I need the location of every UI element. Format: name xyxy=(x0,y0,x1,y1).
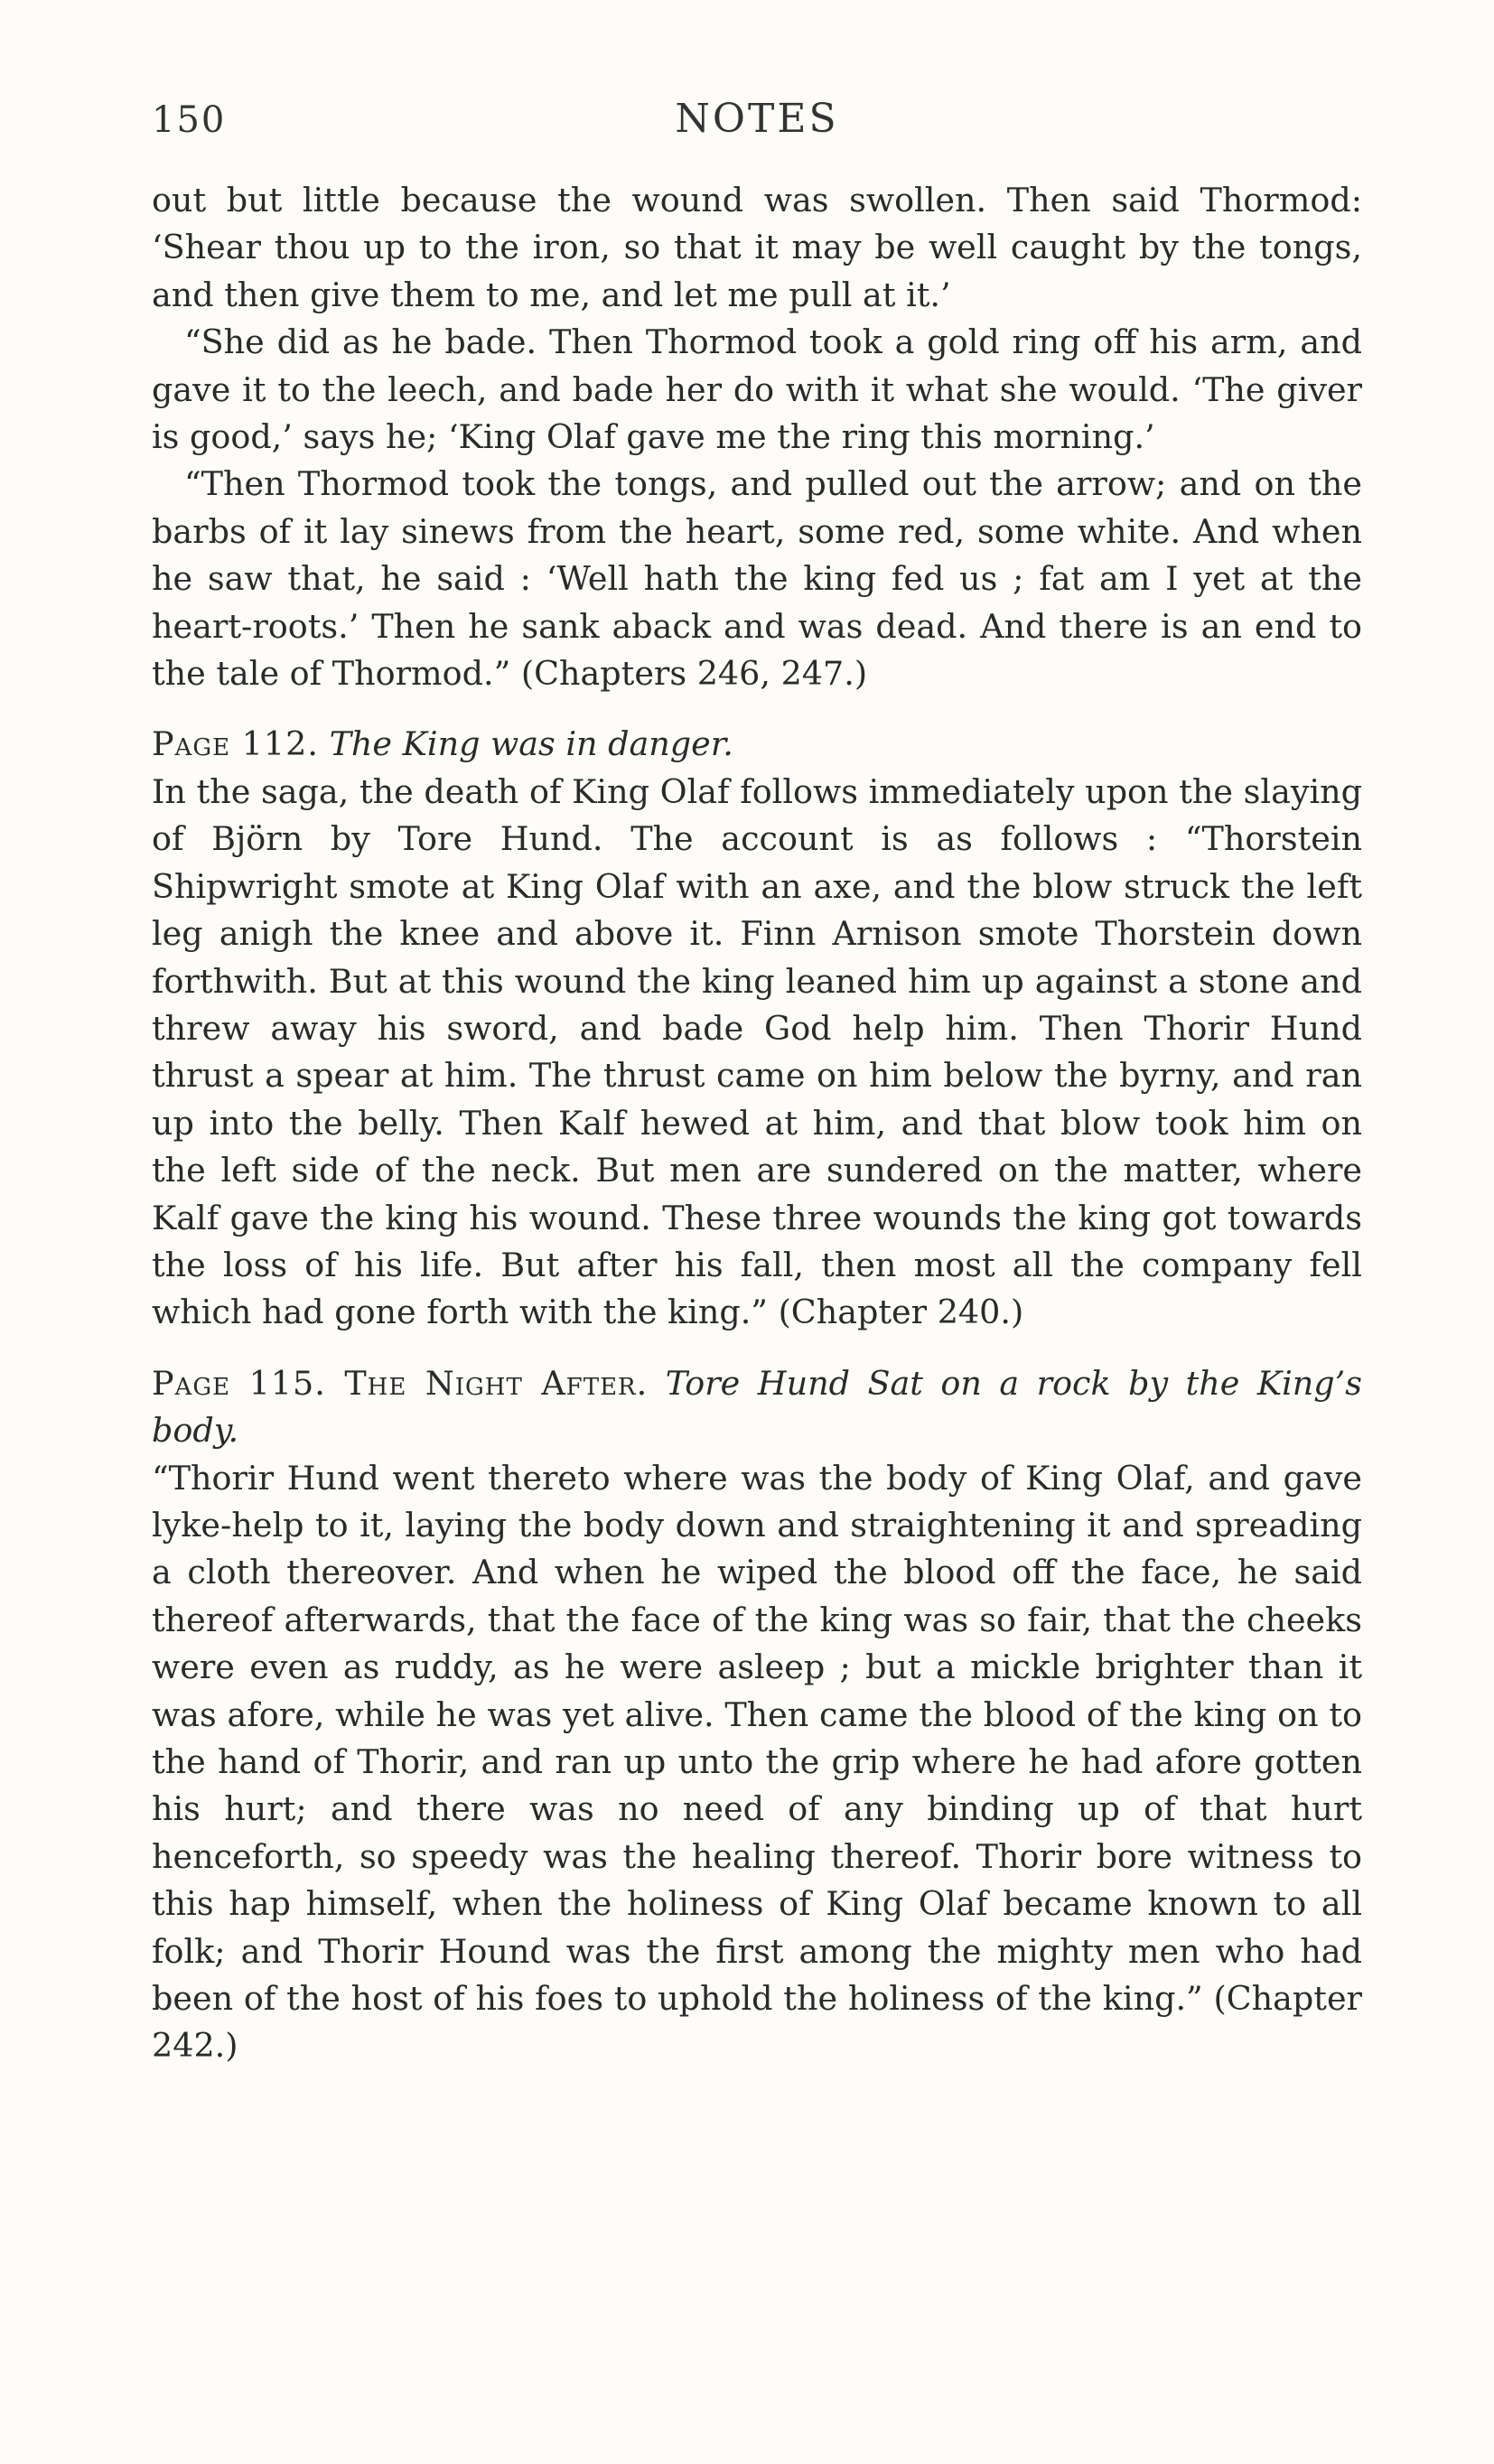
note-page-label: Page 115. The Night After. xyxy=(152,1363,649,1403)
note-text-page-112: In the saga, the death of King Olaf follows immediately upon the slaying of Björn by Tore Hund. The account is as follows : “Thorstein Shipwright smote at King Olaf with an axe, and the blow struck the left leg anigh the knee and above it. Finn Arnison smote Thorstein down forthwith. But at this wound the king leaned him up against a stone and threw away his sword, and bade God help him. Then Thorir Hund thrust a spear at him. The thrust came on him below the byrny, and ran up into the belly. Then Kalf hewed at him, and that blow took him on the left side of the neck. But men are sundered on the matter, where Kalf gave the king his wound. These three wounds the king got towards the loss of his life. But after his fall, then most all the company fell which had gone forth with the king.” (Chapter 240.) xyxy=(152,771,1362,1332)
book-page xyxy=(152,87,1362,2070)
paragraph-gold-ring: “She did as he bade. Then Thormod took a gold ring off his arm, and gave it to the leech, and bade her do with it what she would. ‘The giver is good,’ says he; ‘King Olaf gave me the ring this morning.’ xyxy=(152,322,1362,457)
note-title: The King was in danger. xyxy=(329,724,733,764)
running-head: NOTES xyxy=(675,96,839,142)
paragraph-arrow: “Then Thormod took the tongs, and pulled out the arrow; and on the barbs of it lay sinews from the heart, some red, some white. And when he saw that, he said : ‘Well hath the king fed us ; fat am I yet at the heart-roots.’ Then he sank aback and was dead. And there is an end to the tale of Thormod.” (Chapters 246, 247.) xyxy=(152,464,1362,694)
note-heading-page-115 xyxy=(152,1360,1362,1455)
page-body xyxy=(152,177,1362,2070)
note-page-label: Page 112. xyxy=(152,724,319,764)
note-text-page-115: “Thorir Hund went thereto where was the body of King Olaf, and gave lyke-help to it, laying the body down and straightening it and spreading a cloth thereover. And when he wiped the blood off the face, he said thereof afterwards, that the face of the king was so fair, that the cheeks were even as ruddy, as he were asleep ; but a mickle brighter than it was afore, while he was yet alive. Then came the blood of the king on to the hand of Thorir, and ran up unto the grip where he had afore gotten his hurt; and there was no need of any binding up of that hurt henceforth, so speedy was the healing thereof. Thorir bore witness to this hap himself, when the holiness of King Olaf became known to all folk; and Thorir Hound was the first among the mighty men who had been of the host of his foes to uphold the holiness of the king.” (Chapter 242.) xyxy=(152,1458,1362,2066)
note-heading-page-112 xyxy=(152,721,1362,768)
note-title: Tore Hund Sat on a rock by the King’s body. xyxy=(152,1363,1363,1451)
page-header xyxy=(152,87,1362,157)
page-number: 150 xyxy=(152,99,227,141)
paragraph-continuation: out but little because the wound was swollen. Then said Thormod: ‘Shear thou up to the iron, so that it may be well caught by the tongs, and then give them to me, and let me pull at it.’ xyxy=(152,181,1362,314)
